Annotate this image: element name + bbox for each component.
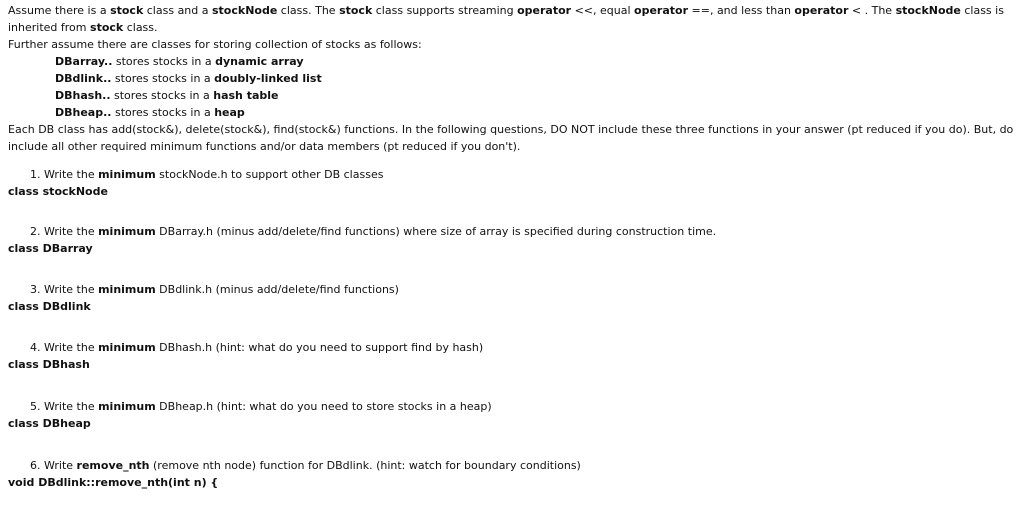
intro-bold: stock [90, 21, 124, 34]
db-class-name: DBhash.. [55, 89, 111, 102]
question-emphasis: minimum [98, 225, 156, 238]
db-class-structure: dynamic array [215, 55, 304, 68]
question-emphasis: minimum [98, 341, 156, 354]
db-class-structure: hash table [213, 89, 279, 102]
intro-text: class is inherited from [8, 4, 1004, 34]
question-3 [8, 281, 1018, 315]
collection-intro: Further assume there are classes for storing collection of stocks as follows: [8, 38, 422, 51]
db-class-desc: stores stocks in a [112, 55, 216, 68]
question-prompt [8, 339, 1018, 356]
instructions-paragraph: Each DB class has add(stock&), delete(stock&), find(stock&) functions. In the following questions, DO NOT include these three functions in your answer (pt reduced if you do). But, do include all other required minimum functions and/or data members (pt reduced if you don't). [8, 123, 1014, 153]
db-class-name: DBdlink.. [55, 72, 112, 85]
intro-text: class and a [143, 4, 212, 17]
intro-text: class. The [277, 4, 340, 17]
db-class-desc: stores stocks in a [110, 89, 214, 102]
question-text: Write the [44, 341, 99, 354]
question-text: DBarray.h (minus add/delete/find functions) where size of array is specified during construction time. [155, 225, 717, 238]
intro-text: <<, equal [571, 4, 635, 17]
question-number: 3. [30, 283, 41, 296]
intro-bold: stockNode [212, 4, 278, 17]
intro-paragraph [8, 2, 1018, 36]
question-4 [8, 339, 1018, 373]
intro-bold: operator [794, 4, 849, 17]
question-text: Write [44, 459, 77, 472]
answer-stub: class DBarray [8, 242, 93, 255]
db-class-structure: doubly-linked list [214, 72, 322, 85]
intro-text: Assume there is a [8, 4, 111, 17]
question-1 [8, 166, 1018, 200]
list-item [55, 104, 1018, 121]
intro-text: class supports streaming [372, 4, 518, 17]
question-text: Write the [44, 225, 99, 238]
list-item [55, 87, 1018, 104]
question-number: 6. [30, 459, 41, 472]
intro-bold: stockNode [895, 4, 961, 17]
answer-stub: class DBdlink [8, 300, 91, 313]
question-prompt [8, 398, 1018, 415]
question-5 [8, 398, 1018, 432]
list-item [55, 53, 1018, 70]
question-prompt [8, 457, 1018, 474]
answer-stub: class DBhash [8, 358, 90, 371]
db-class-desc: stores stocks in a [111, 72, 215, 85]
question-emphasis: remove_nth [76, 459, 150, 472]
list-item [55, 70, 1018, 87]
intro-text: class. [123, 21, 158, 34]
question-number: 2. [30, 225, 41, 238]
intro-bold: stock [339, 4, 373, 17]
intro-bold: operator [634, 4, 689, 17]
question-prompt [8, 281, 1018, 298]
answer-stub: class stockNode [8, 185, 108, 198]
answer-stub: void DBdlink::remove_nth(int n) { [8, 476, 219, 489]
document [8, 2, 1018, 155]
question-text: Write the [44, 283, 99, 296]
question-text: Write the [44, 168, 99, 181]
question-text: (remove nth node) function for DBdlink. (hint: watch for boundary conditions) [149, 459, 581, 472]
question-emphasis: minimum [98, 168, 156, 181]
db-class-desc: stores stocks in a [111, 106, 215, 119]
question-6 [8, 457, 1018, 491]
intro-bold: stock [110, 4, 144, 17]
question-emphasis: minimum [98, 400, 156, 413]
db-class-name: DBarray.. [55, 55, 113, 68]
question-text: Write the [44, 400, 99, 413]
question-number: 1. [30, 168, 41, 181]
question-prompt [8, 223, 1018, 240]
question-emphasis: minimum [98, 283, 156, 296]
question-2 [8, 223, 1018, 257]
db-class-name: DBheap.. [55, 106, 112, 119]
question-prompt [8, 166, 1018, 183]
db-class-list [55, 53, 1018, 121]
question-text: DBheap.h (hint: what do you need to store stocks in a heap) [155, 400, 492, 413]
intro-text: < . The [848, 4, 896, 17]
answer-stub: class DBheap [8, 417, 91, 430]
question-number: 5. [30, 400, 41, 413]
db-class-structure: heap [214, 106, 245, 119]
question-text: stockNode.h to support other DB classes [155, 168, 384, 181]
question-text: DBdlink.h (minus add/delete/find functions) [155, 283, 399, 296]
question-number: 4. [30, 341, 41, 354]
intro-bold: operator [517, 4, 572, 17]
question-text: DBhash.h (hint: what do you need to support find by hash) [155, 341, 484, 354]
intro-text: ==, and less than [688, 4, 795, 17]
